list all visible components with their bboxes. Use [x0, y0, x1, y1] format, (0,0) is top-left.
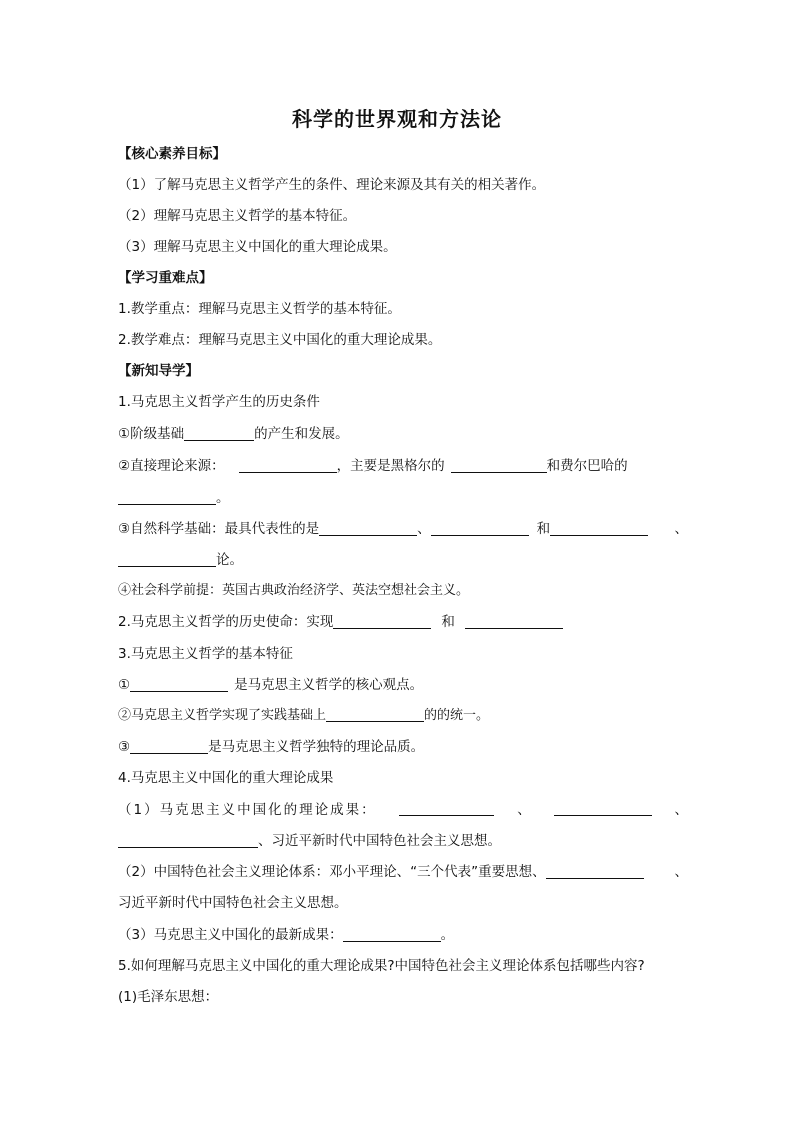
goal-item: （3）理解马克思主义中国化的重大理论成果。	[118, 239, 397, 255]
question-4b	[118, 862, 688, 882]
text: 是马克思主义哲学独特的理论品质。	[208, 739, 425, 755]
text: ②马克思主义哲学实现了实践基础上	[118, 708, 327, 723]
question-3c	[118, 737, 688, 757]
question-1a	[118, 424, 688, 444]
fill-blank[interactable]	[239, 457, 337, 473]
text: 论。	[216, 552, 243, 568]
question-4a-cont	[118, 831, 688, 851]
text: 、习近平新时代中国特色社会主义思想。	[258, 833, 501, 849]
fill-blank[interactable]	[550, 520, 648, 536]
fill-blank[interactable]	[118, 489, 216, 505]
text: ，主要是黑格尔的	[336, 458, 445, 474]
text: 、	[674, 802, 688, 818]
question-1b-cont	[118, 488, 688, 508]
text: 2.马克思主义哲学的历史使命：实现	[118, 614, 334, 630]
question-5: 5.如何理解马克思主义中国化的重大理论成果?中国特色社会主义理论体系包括哪些内容?	[118, 958, 645, 974]
text: （3）马克思主义中国化的最新成果：	[118, 927, 343, 943]
goal-item: （1）了解马克思主义哲学产生的条件、理论来源及其有关的相关著作。	[118, 177, 546, 193]
fill-blank[interactable]	[118, 551, 216, 567]
section-heading-guide: 【新知导学】	[118, 363, 199, 379]
question-4a	[118, 800, 688, 820]
text: 、	[517, 802, 531, 818]
question-3a	[118, 675, 688, 695]
question-5a: (1)毛泽东思想：	[118, 989, 219, 1005]
fill-blank[interactable]	[431, 520, 529, 536]
question-1c-cont	[118, 550, 688, 570]
text: 是马克思主义哲学的核心观点。	[234, 677, 424, 693]
keypoint-item: 1.教学重点：理解马克思主义哲学的基本特征。	[118, 301, 401, 317]
fill-blank[interactable]	[554, 800, 652, 816]
fill-blank[interactable]	[343, 926, 441, 942]
question-4b-cont: 习近平新时代中国特色社会主义思想。	[118, 895, 348, 911]
fill-blank[interactable]	[130, 676, 228, 692]
text: 和	[536, 521, 551, 537]
question-1: 1.马克思主义哲学产生的历史条件	[118, 394, 320, 410]
fill-blank[interactable]	[451, 457, 547, 473]
question-4: 4.马克思主义中国化的重大理论成果	[118, 770, 334, 786]
section-heading-goals: 【核心素养目标】	[118, 146, 226, 162]
text: ①阶级基础	[118, 426, 185, 442]
text: 和	[441, 614, 455, 630]
text: 、	[674, 864, 688, 880]
text: ③自然科学基础：最具代表性的是	[118, 521, 320, 537]
question-1b	[118, 456, 688, 476]
keypoint-item: 2.教学难点：理解马克思主义中国化的重大理论成果。	[118, 332, 442, 348]
text: ③	[118, 739, 131, 755]
text: ①	[118, 677, 131, 693]
fill-blank[interactable]	[118, 832, 258, 848]
fill-blank[interactable]	[465, 613, 563, 629]
text: （2）中国特色社会主义理论体系：邓小平理论、“三个代表”重要思想、	[118, 864, 546, 880]
section-heading-keypoints: 【学习重难点】	[118, 270, 213, 286]
fill-blank[interactable]	[333, 613, 431, 629]
text: 、	[674, 521, 688, 537]
question-3: 3.马克思主义哲学的基本特征	[118, 646, 293, 662]
fill-blank[interactable]	[130, 738, 208, 754]
text: 的的统一。	[424, 708, 490, 723]
fill-blank[interactable]	[546, 863, 644, 879]
question-3b	[118, 706, 688, 726]
fill-blank[interactable]	[326, 706, 424, 722]
goal-item: （2）理解马克思主义哲学的基本特征。	[118, 208, 357, 224]
text: 的产生和发展。	[254, 426, 349, 442]
text: 。	[216, 490, 230, 506]
text: （1）马克思主义中国化的理论成果：	[118, 802, 377, 818]
text: 和费尔巴哈的	[546, 458, 628, 474]
question-1c	[118, 519, 688, 539]
text: 。	[440, 927, 455, 943]
text: ②直接理论来源：	[118, 458, 225, 474]
text: 、	[417, 521, 431, 537]
fill-blank[interactable]	[399, 800, 494, 816]
question-2	[118, 612, 688, 632]
fill-blank[interactable]	[184, 425, 254, 441]
question-1d: ④社会科学前提：英国古典政治经济学、英法空想社会主义。	[118, 583, 470, 598]
question-4c	[118, 925, 688, 945]
page-title: 科学的世界观和方法论	[292, 107, 502, 131]
fill-blank[interactable]	[319, 520, 417, 536]
